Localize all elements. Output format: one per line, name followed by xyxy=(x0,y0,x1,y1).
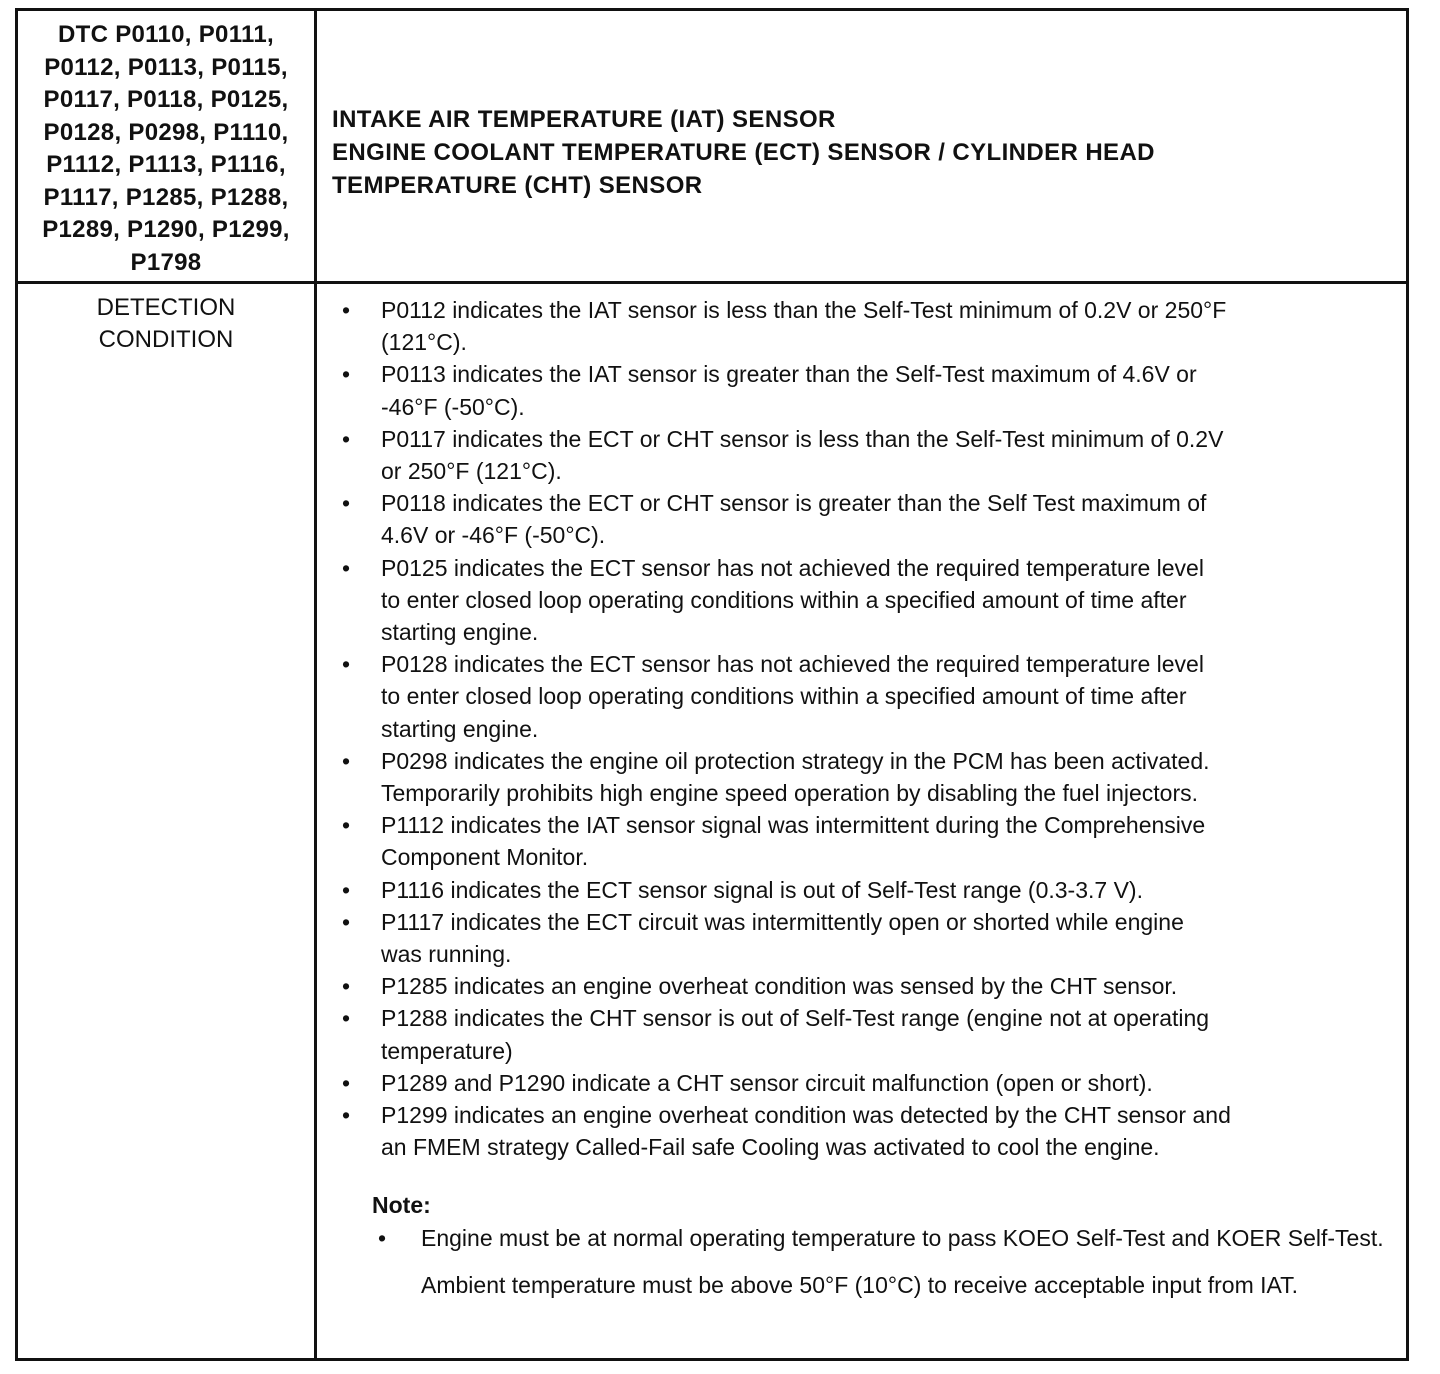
list-item xyxy=(336,809,1401,873)
list-item-text: P0117 indicates the ECT or CHT sensor is less than the Self-Test minimum of 0.2V or 250°F (121°C). xyxy=(381,425,1224,485)
list-item-text: P0118 indicates the ECT or CHT sensor is greater than the Self Test maximum of 4.6V or -46°F (-50°C). xyxy=(381,490,1207,549)
bullet-icon: • xyxy=(341,908,351,935)
dtc-code-line: P0128, P0298, P1110, xyxy=(43,118,289,146)
bullet-icon: • xyxy=(341,651,351,678)
list-item-text: P0298 indicates the engine oil protection strategy in the PCM has been activated. Temporarily prohibits high engine speed operation by disabling the fuel injectors. xyxy=(381,747,1210,807)
sensor-title-line: ENGINE COOLANT TEMPERATURE (ECT) SENSOR / CYLINDER HEAD xyxy=(332,139,1155,166)
list-item xyxy=(336,874,1401,906)
list-item-text: P1299 indicates an engine overheat condition was detected by the CHT sensor and an FMEM strategy Called-Fail safe Cooling was activated to cool the engine. xyxy=(381,1102,1231,1161)
bullet-icon: • xyxy=(341,1102,351,1129)
dtc-table xyxy=(15,8,1409,1361)
list-item xyxy=(336,358,1401,422)
list-item-text: P1117 indicates the ECT circuit was intermittently open or shorted while engine was running. xyxy=(381,908,1184,968)
dtc-code-line: P1798 xyxy=(130,248,202,276)
list-item-text: P1112 indicates the IAT sensor signal was intermittent during the Comprehensive Component Monitor. xyxy=(381,812,1206,871)
list-item xyxy=(336,648,1401,745)
list-item-text: P0128 indicates the ECT sensor has not achieved the required temperature level to enter closed loop operating conditions within a specified amount of time after starting engine. xyxy=(381,651,1204,742)
column-divider xyxy=(314,11,317,1358)
list-item xyxy=(336,487,1401,551)
sensor-title-line: TEMPERATURE (CHT) SENSOR xyxy=(332,172,703,199)
dtc-code-line: DTC P0110, P0111, xyxy=(58,21,274,48)
note-heading: Note: xyxy=(372,1192,431,1218)
sensor-title-cell xyxy=(332,103,1392,202)
list-item-text: P0125 indicates the ECT sensor has not achieved the required temperature level to enter closed loop operating conditions within a specified amount of time after starting engine. xyxy=(381,554,1204,646)
list-item-text: P1116 indicates the ECT sensor signal is out of Self-Test range (0.3-3.7 V). xyxy=(381,876,1143,903)
list-item-text: P0112 indicates the IAT sensor is less than the Self-Test minimum of 0.2V or 250°F (121°C). xyxy=(381,297,1227,356)
detection-condition-label xyxy=(18,292,314,356)
bullet-icon: • xyxy=(341,361,351,388)
bullet-icon: • xyxy=(341,490,351,517)
list-item xyxy=(336,1099,1401,1163)
row-label-line: DETECTION xyxy=(96,294,236,321)
dtc-code-line: P0112, P0113, P0115, xyxy=(44,53,288,81)
bullet-icon: • xyxy=(341,876,351,903)
row-divider xyxy=(18,281,1406,284)
bullet-icon: • xyxy=(341,297,351,323)
sensor-title-line: INTAKE AIR TEMPERATURE (IAT) SENSOR xyxy=(332,106,836,133)
list-item-text: P1285 indicates an engine overheat condition was sensed by the CHT sensor. xyxy=(381,973,1178,1000)
bullet-icon: • xyxy=(341,973,351,1000)
dtc-code-cell xyxy=(18,19,314,279)
note-paragraph: Ambient temperature must be above 50°F (10°C) to receive acceptable input from IAT. xyxy=(421,1272,1299,1299)
bullet-icon: • xyxy=(377,1225,387,1252)
row-label-line: CONDITION xyxy=(98,326,234,353)
bullet-icon: • xyxy=(341,554,351,581)
bullet-icon: • xyxy=(341,747,351,774)
dtc-code-line: P1289, P1290, P1299, xyxy=(42,216,290,243)
bullet-icon: • xyxy=(341,812,351,839)
list-item xyxy=(336,1002,1401,1066)
list-item xyxy=(336,745,1401,809)
list-item-text: P0113 indicates the IAT sensor is greater than the Self-Test maximum of 4.6V or -46°F (-50°C). xyxy=(381,361,1197,420)
dtc-code-line: P1112, P1113, P1116, xyxy=(46,151,286,178)
dtc-code-line: P0117, P0118, P0125, xyxy=(43,86,289,113)
bullet-icon: • xyxy=(341,1069,351,1096)
list-item-text: P1289 and P1290 indicate a CHT sensor circuit malfunction (open or short). xyxy=(381,1069,1153,1096)
list-item-text: P1288 indicates the CHT sensor is out of Self-Test range (engine not at operating temperature) xyxy=(381,1005,1210,1064)
list-item xyxy=(336,1067,1401,1099)
list-item xyxy=(336,294,1401,358)
bullet-icon: • xyxy=(341,1005,351,1032)
list-item xyxy=(336,552,1401,649)
list-item xyxy=(336,423,1401,487)
note-item xyxy=(372,1222,1397,1254)
detection-condition-list xyxy=(336,294,1401,1163)
dtc-code-line: P1117, P1285, P1288, xyxy=(43,183,289,211)
note-block xyxy=(372,1189,1397,1302)
note-item-text: Engine must be at normal operating temperature to pass KOEO Self-Test and KOER Self-Test. xyxy=(421,1225,1384,1252)
list-item xyxy=(336,906,1401,970)
bullet-icon: • xyxy=(341,425,351,452)
list-item xyxy=(336,970,1401,1002)
